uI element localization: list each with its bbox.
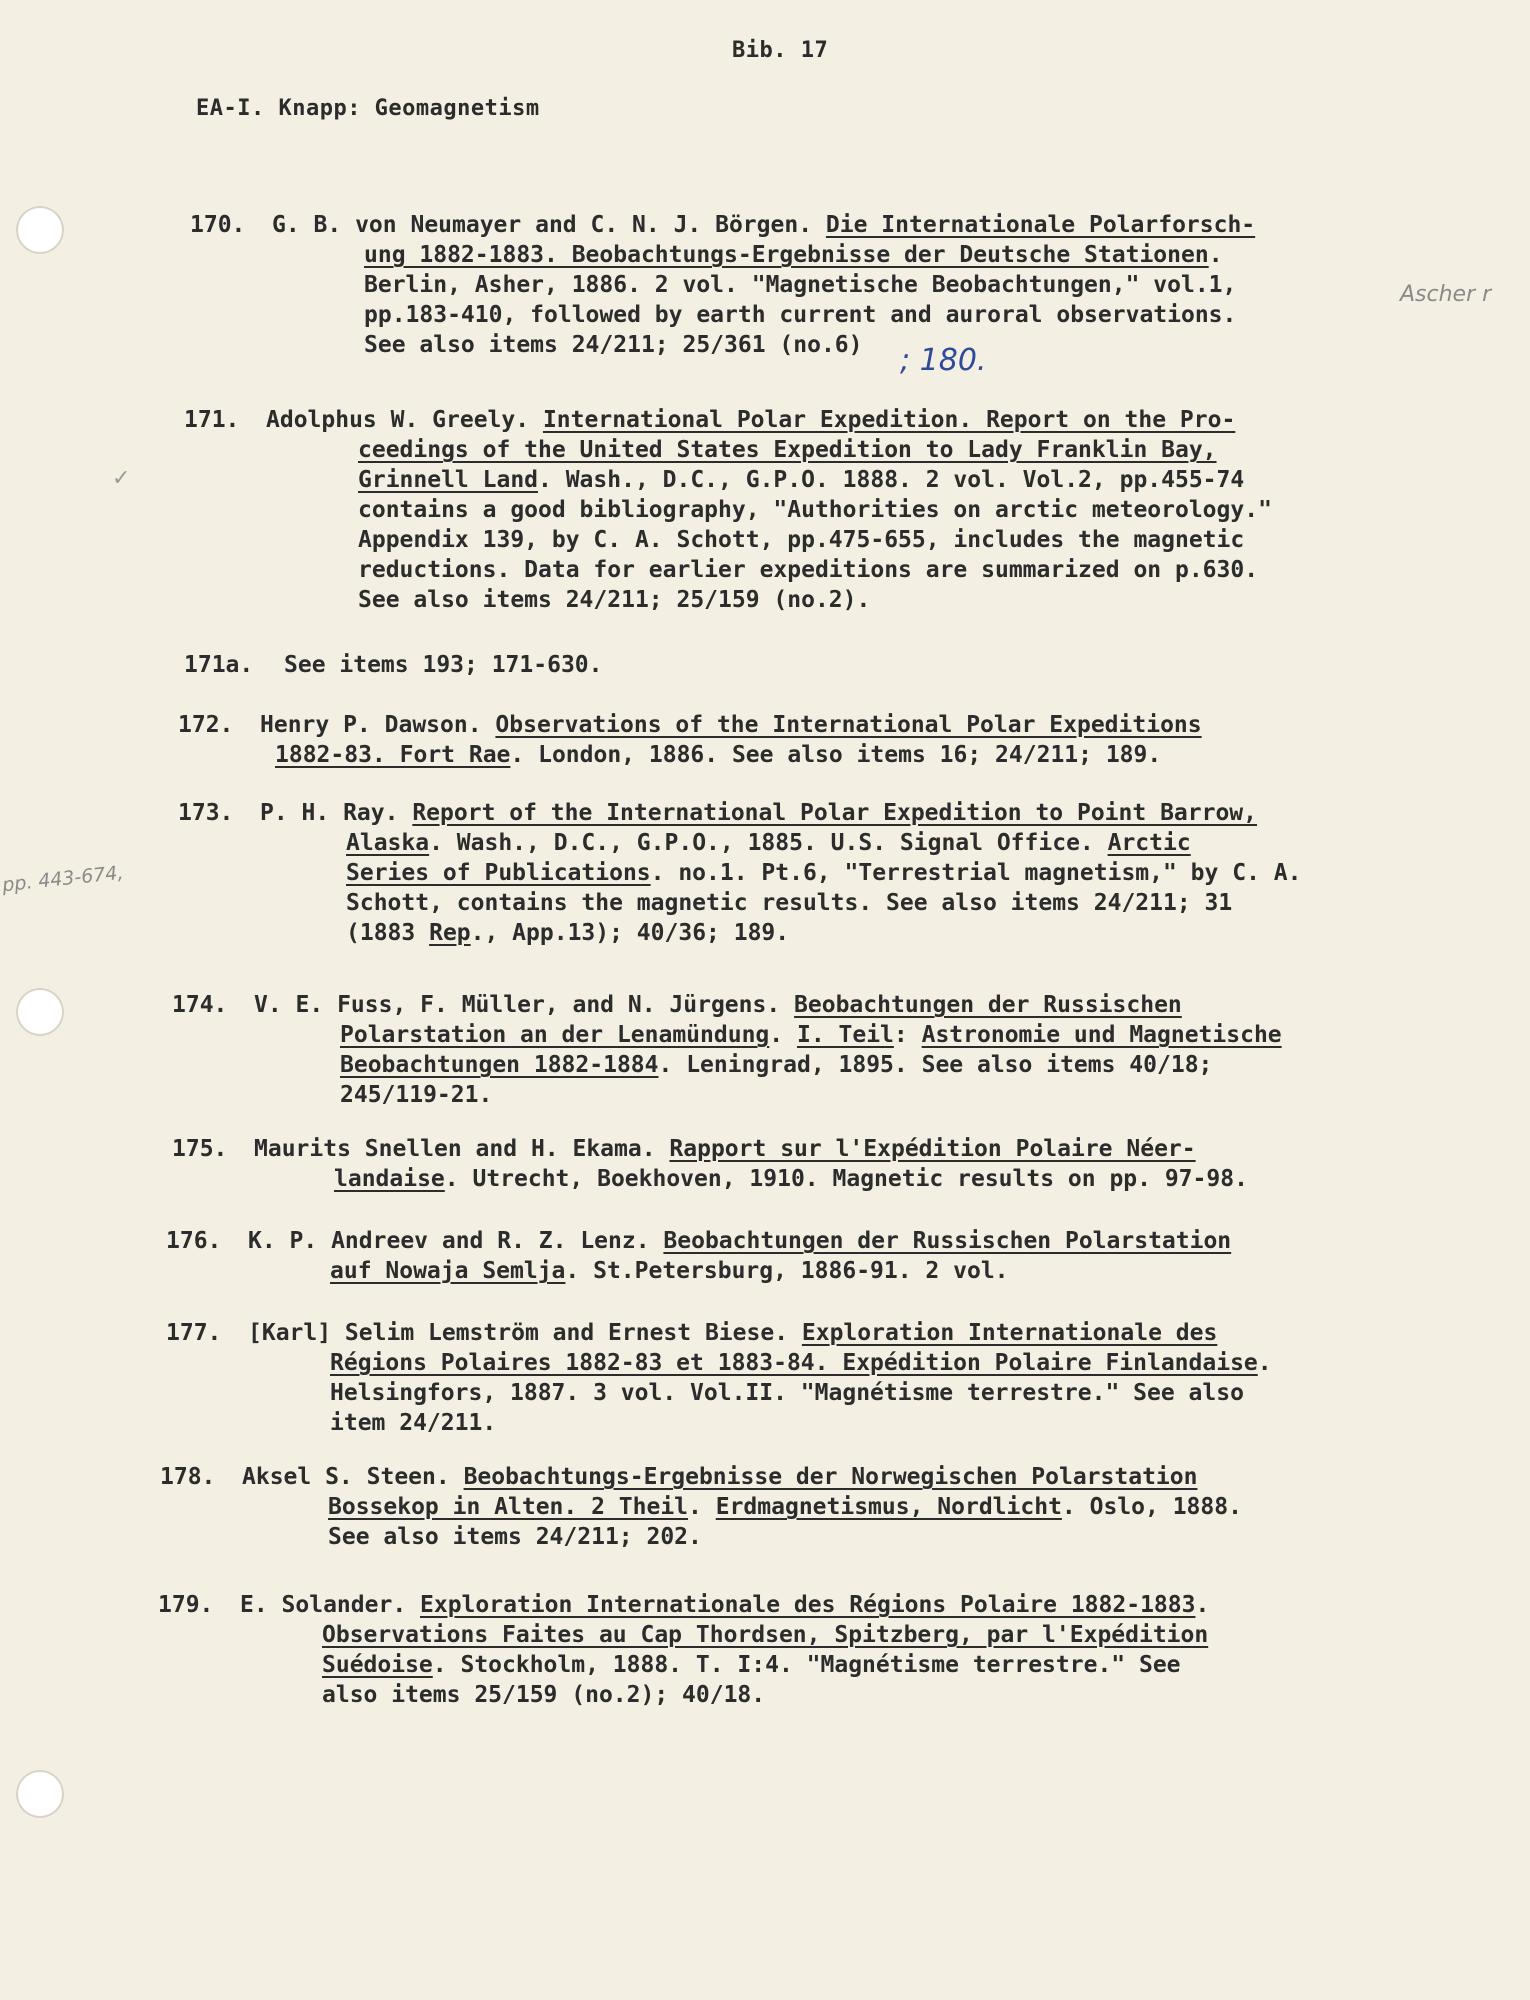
- punch-hole: [16, 988, 64, 1036]
- entry-text: See items 193; 171-630.: [284, 652, 603, 678]
- entry-text: (1883: [346, 920, 430, 946]
- entry-title-text: landaise: [334, 1166, 445, 1192]
- entry-line: [340, 1080, 492, 1111]
- bib-number: Bib. 17: [732, 38, 829, 63]
- entry-title-text: 1882-83. Fort Rae: [275, 742, 511, 768]
- entry-title-text: Arctic: [1107, 830, 1191, 856]
- entry-line: [358, 525, 1244, 556]
- entry-title-text: I. Teil: [796, 1022, 894, 1048]
- entry-line: [358, 465, 1244, 496]
- entry-title-text: Observations of the International Polar Expeditions: [495, 712, 1202, 738]
- entry-line: [330, 1256, 1009, 1287]
- entry-text: Berlin, Asher, 1886. 2 vol. "Magnetische Beobachtungen," vol.1,: [364, 272, 1237, 298]
- entry-text: Maurits Snellen and H. Ekama.: [254, 1136, 670, 1162]
- entry-text: Appendix 139, by C. A. Schott, pp.475-655, includes the magnetic: [358, 527, 1245, 553]
- entry-text: Aksel S. Steen.: [242, 1464, 464, 1490]
- entry-text: . Wash., D.C., G.P.O. 1888. 2 vol. Vol.2, pp.455-74: [538, 467, 1245, 493]
- entry-line: [254, 1134, 1196, 1165]
- margin-note-ascher: Ascher r: [1400, 282, 1492, 307]
- entry-text: . Stockholm, 1888. T. I:4. "Magnétisme terrestre." See: [432, 1652, 1181, 1678]
- entry-line: [328, 1492, 1242, 1523]
- entry-line: [340, 1020, 1282, 1051]
- page-title: EA-I. Knapp: Geomagnetism: [196, 96, 540, 121]
- entry-text: .: [688, 1494, 716, 1520]
- entry-title-text: Régions Polaires 1882-83 et 1883-84. Expédition Polaire Finlandaise: [330, 1350, 1258, 1376]
- entry-text: also items 25/159 (no.2); 40/18.: [322, 1682, 766, 1708]
- entry-line: [322, 1680, 765, 1711]
- entry-title-text: Die Internationale Polarforsch-: [825, 212, 1256, 238]
- entry-number: 177.: [166, 1320, 222, 1346]
- entry-line: [364, 330, 863, 361]
- entry-line: [346, 828, 1191, 859]
- entry-line: [330, 1378, 1244, 1409]
- entry-number: 171a.: [184, 652, 254, 678]
- entry-title-text: Beobachtungen der Russischen Polarstation: [663, 1228, 1232, 1254]
- entry-text: Henry P. Dawson.: [260, 712, 496, 738]
- entry-number: 178.: [160, 1464, 216, 1490]
- entry-text: pp.183-410, followed by earth current and auroral observations.: [364, 302, 1237, 328]
- entry-text: Helsingfors, 1887. 3 vol. Vol.II. "Magnétisme terrestre." See also: [330, 1380, 1244, 1406]
- entry-line: [364, 240, 1223, 271]
- entry-title-text: ceedings of the United States Expedition to Lady Franklin Bay,: [358, 437, 1217, 463]
- entry-line: [334, 1164, 1248, 1195]
- entry-line: [322, 1620, 1208, 1651]
- entry-line: [364, 270, 1236, 301]
- margin-note-pages: pp. 443-674,: [1, 861, 125, 897]
- entry-text: .: [1208, 242, 1223, 268]
- entry-line: [358, 435, 1217, 466]
- entry-text: V. E. Fuss, F. Müller, and N. Jürgens.: [254, 992, 795, 1018]
- entry-line: [254, 990, 1182, 1021]
- entry-text: P. H. Ray.: [260, 800, 413, 826]
- entry-number: 170.: [190, 212, 246, 238]
- entry-text: . Wash., D.C., G.P.O., 1885. U.S. Signal Office.: [429, 830, 1108, 856]
- entry-title-text: Polarstation an der Lenamündung: [340, 1022, 770, 1048]
- punch-hole: [16, 206, 64, 254]
- entry-title-text: Beobachtungen der Russischen: [794, 992, 1182, 1018]
- entry-text: ., App.13); 40/36; 189.: [470, 920, 790, 946]
- entry-title-text: Astronomie und Magnetische: [921, 1022, 1282, 1048]
- entry-number: 172.: [178, 712, 234, 738]
- entry-title-text: Report of the International Polar Expedition to Point Barrow,: [412, 800, 1258, 826]
- entry-number: 174.: [172, 992, 228, 1018]
- entry-line: [330, 1348, 1272, 1379]
- entry-text: .: [1257, 1350, 1272, 1376]
- entry-text: See also items 24/211; 25/159 (no.2).: [358, 587, 871, 613]
- entry-line: [346, 918, 789, 949]
- entry-text: .: [769, 1022, 797, 1048]
- entry-text: . Oslo, 1888.: [1061, 1494, 1242, 1520]
- entry-line: [260, 798, 1257, 829]
- entry-number: 173.: [178, 800, 234, 826]
- entry-line: [330, 1408, 496, 1439]
- entry-text: .: [1195, 1592, 1210, 1618]
- entry-text: contains a good bibliography, "Authorities on arctic meteorology.": [358, 497, 1272, 523]
- entry-title-text: Alaska: [346, 830, 430, 856]
- entry-title-text: Suédoise: [322, 1652, 433, 1678]
- entry-text: 245/119-21.: [340, 1082, 493, 1108]
- entry-title-text: Beobachtungen 1882-1884: [340, 1052, 659, 1078]
- entry-line: [358, 585, 870, 616]
- entry-text: E. Solander.: [240, 1592, 421, 1618]
- entry-text: . London, 1886. See also items 16; 24/211; 189.: [510, 742, 1162, 768]
- entry-text: K. P. Andreev and R. Z. Lenz.: [248, 1228, 664, 1254]
- entry-text: G. B. von Neumayer and C. N. J. Börgen.: [272, 212, 826, 238]
- entry-number: 176.: [166, 1228, 222, 1254]
- entry-line: [364, 300, 1236, 331]
- check-mark-icon: ✓: [112, 466, 131, 491]
- entry-title-text: Grinnell Land: [358, 467, 539, 493]
- entry-title-text: Bossekop in Alten. 2 Theil: [328, 1494, 689, 1520]
- entry-title-text: Rapport sur l'Expédition Polaire Néer-: [669, 1136, 1196, 1162]
- entry-line: [284, 650, 603, 681]
- entry-line: [340, 1050, 1212, 1081]
- entry-text: :: [893, 1022, 922, 1048]
- entry-number: 175.: [172, 1136, 228, 1162]
- entry-line: [248, 1226, 1231, 1257]
- entry-line: [248, 1318, 1217, 1349]
- entry-text: Schott, contains the magnetic results. See also items 24/211; 31: [346, 890, 1233, 916]
- entry-line: [260, 710, 1202, 741]
- entry-title-text: ung 1882-1883. Beobachtungs-Ergebnisse der Deutsche Stationen: [364, 242, 1209, 268]
- entry-title-text: auf Nowaja Semlja: [330, 1258, 566, 1284]
- entry-title-text: International Polar Expedition. Report on the Pro-: [542, 407, 1236, 433]
- entry-line: [358, 555, 1258, 586]
- entry-number: 179.: [158, 1592, 214, 1618]
- entry-text: [Karl] Selim Lemström and Ernest Biese.: [248, 1320, 802, 1346]
- entry-title-text: Erdmagnetismus, Nordlicht: [715, 1494, 1062, 1520]
- entry-title-text: Rep: [429, 920, 471, 946]
- entry-line: [322, 1650, 1181, 1681]
- entry-title-text: Exploration Internationale des Régions Polaire 1882-1883: [420, 1592, 1196, 1618]
- entry-line: [358, 495, 1272, 526]
- entry-text: Adolphus W. Greely.: [266, 407, 543, 433]
- entry-text: reductions. Data for earlier expeditions are summarized on p.630.: [358, 557, 1259, 583]
- entry-line: [266, 405, 1235, 436]
- entry-line: [346, 858, 1301, 889]
- entry-text: . St.Petersburg, 1886-91. 2 vol.: [565, 1258, 1009, 1284]
- entry-title-text: Beobachtungs-Ergebnisse der Norwegischen Polarstation: [463, 1464, 1198, 1490]
- entry-line: [275, 740, 1161, 771]
- entry-text: See also items 24/211; 202.: [328, 1524, 702, 1550]
- handwritten-addition: ; 180.: [900, 343, 987, 378]
- entry-line: [346, 888, 1232, 919]
- entry-number: 171.: [184, 407, 240, 433]
- entry-line: [240, 1590, 1209, 1621]
- entry-text: item 24/211.: [330, 1410, 497, 1436]
- entry-title-text: Observations Faites au Cap Thordsen, Spitzberg, par l'Expédition: [322, 1622, 1209, 1648]
- entry-text: . no.1. Pt.6, "Terrestrial magnetism," by C. A.: [650, 860, 1302, 886]
- entry-text: See also items 24/211; 25/361 (no.6): [364, 332, 863, 358]
- entry-line: [328, 1522, 702, 1553]
- punch-hole: [16, 1770, 64, 1818]
- entry-text: . Utrecht, Boekhoven, 1910. Magnetic results on pp. 97-98.: [444, 1166, 1248, 1192]
- entry-line: [272, 210, 1255, 241]
- entry-title-text: Exploration Internationale des: [801, 1320, 1218, 1346]
- entry-title-text: Series of Publications: [346, 860, 651, 886]
- entry-text: . Leningrad, 1895. See also items 40/18;: [658, 1052, 1213, 1078]
- entry-line: [242, 1462, 1197, 1493]
